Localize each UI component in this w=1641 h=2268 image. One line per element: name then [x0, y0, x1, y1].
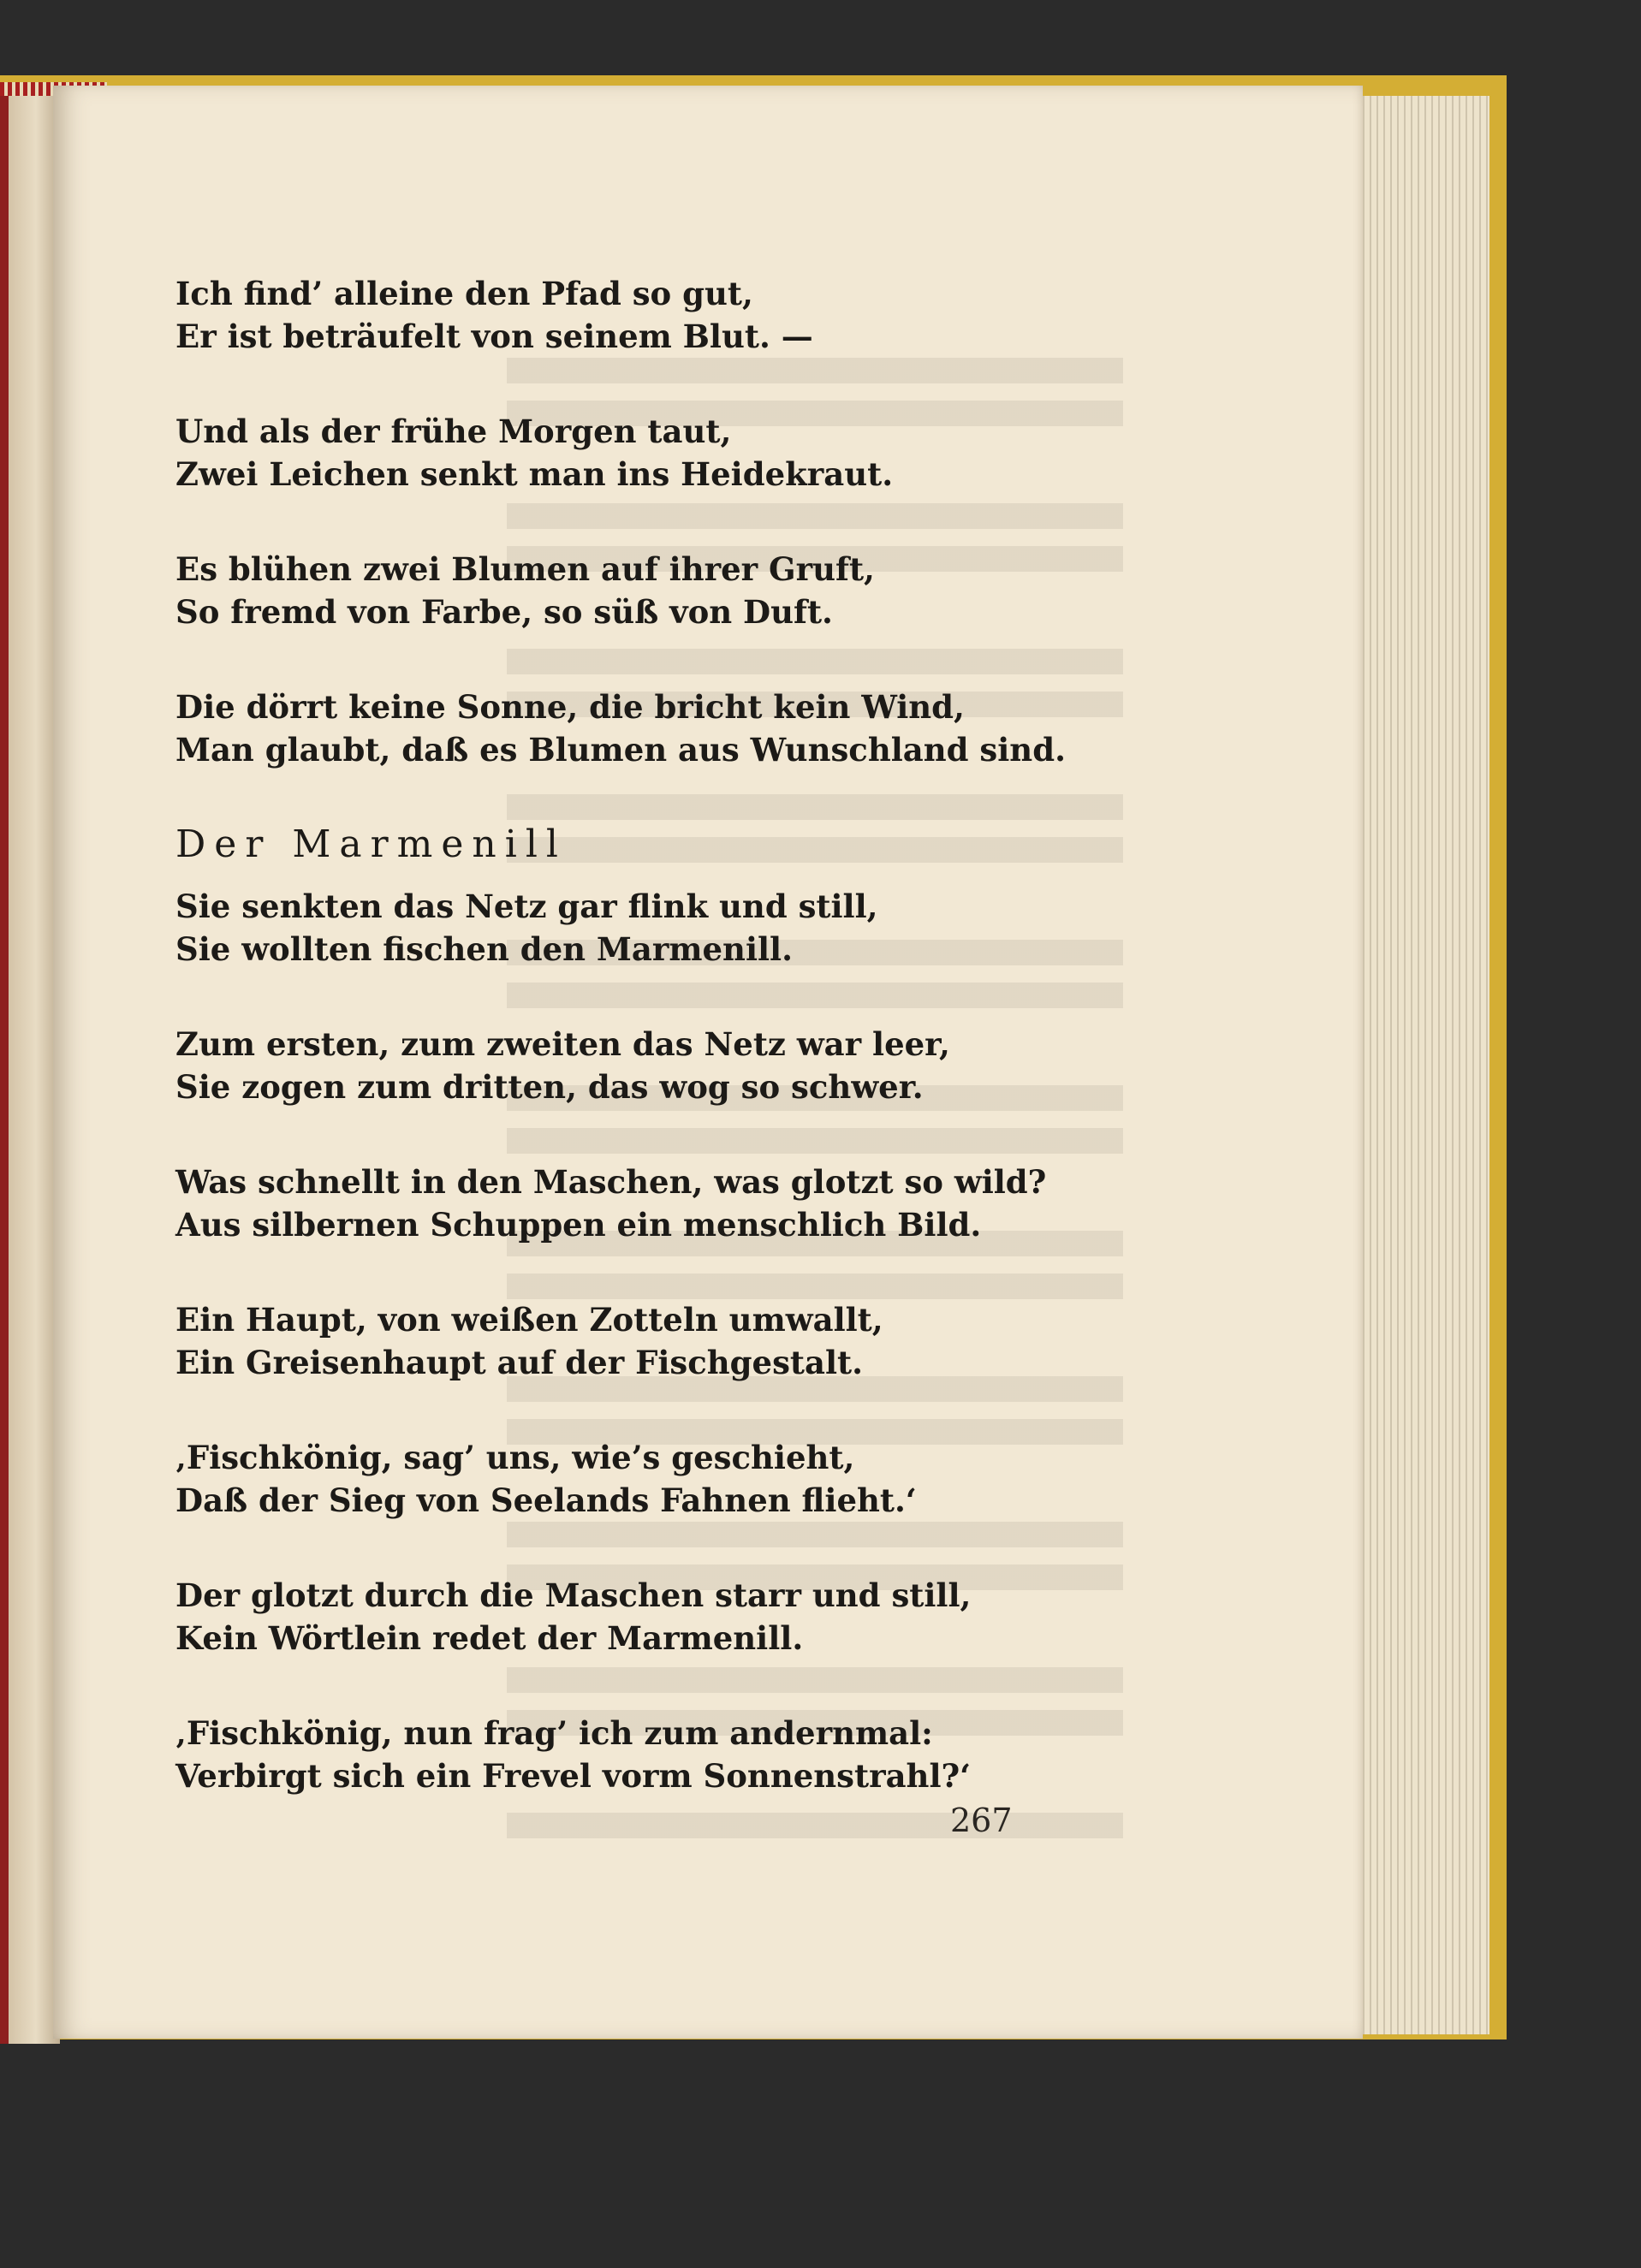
stanza [175, 410, 1117, 496]
stanza [175, 1023, 1117, 1108]
stanza [175, 1712, 1117, 1797]
verse-line: Ein Greisenhaupt auf der Fischgestalt. [175, 1344, 863, 1381]
left-page-edge [0, 82, 60, 2044]
stanza [175, 548, 1117, 633]
verse-line: Es blühen zwei Blumen auf ihrer Gruft, [175, 550, 875, 588]
verse-line: Kein Wörtlein redet der Marmenill. [175, 1619, 804, 1657]
verse-line: Die dörrt keine Sonne, die bricht kein Wind, [175, 688, 965, 726]
stanza [175, 1298, 1117, 1384]
verse-line: Zum ersten, zum zweiten das Netz war leer, [175, 1025, 950, 1063]
verse-line: Man glaubt, daß es Blumen aus Wunschland sind. [175, 731, 1066, 769]
verse-line: Was schnellt in den Maschen, was glotzt so wild? [175, 1163, 1047, 1201]
verse-line: Daß der Sieg von Seelands Fahnen flieht.‘ [175, 1481, 917, 1519]
stanza [175, 1436, 1117, 1522]
verse-line: Aus silbernen Schuppen ein menschlich Bild. [175, 1206, 982, 1244]
verse-line: Der glotzt durch die Maschen starr und still, [175, 1576, 972, 1614]
verse-line: Ein Haupt, von weißen Zotteln umwallt, [175, 1301, 883, 1339]
page-number: 267 [950, 1802, 1013, 1839]
poem-title: Der Marmenill [175, 822, 567, 866]
poem-text-block [175, 272, 1117, 1849]
stanza [175, 686, 1117, 771]
verse-line: Und als der frühe Morgen taut, [175, 413, 732, 450]
stanza [175, 272, 1117, 358]
verse-line: Sie zogen zum dritten, das wog so schwer. [175, 1068, 924, 1106]
verse-line: Sie senkten das Netz gar flink und still, [175, 888, 878, 925]
verse-line: ‚Fischkönig, sag’ uns, wie’s geschieht, [175, 1439, 855, 1476]
stanza [175, 1574, 1117, 1659]
verse-line: Zwei Leichen senkt man ins Heidekraut. [175, 455, 894, 493]
verse-line: Sie wollten fischen den Marmenill. [175, 930, 793, 968]
binding-edge [0, 82, 9, 2044]
verse-line: Ich find’ alleine den Pfad so gut, [175, 275, 753, 312]
verse-line: So fremd von Farbe, so süß von Duft. [175, 593, 833, 631]
verse-line: Verbirgt sich ein Frevel vorm Sonnenstrahl?‘ [175, 1757, 972, 1795]
page-stack-edges [1344, 96, 1489, 2034]
verse-line: ‚Fischkönig, nun frag’ ich zum andernmal: [175, 1714, 933, 1752]
stanza [175, 1161, 1117, 1246]
stanza [175, 885, 1117, 971]
verse-line: Er ist beträufelt von seinem Blut. — [175, 318, 813, 355]
